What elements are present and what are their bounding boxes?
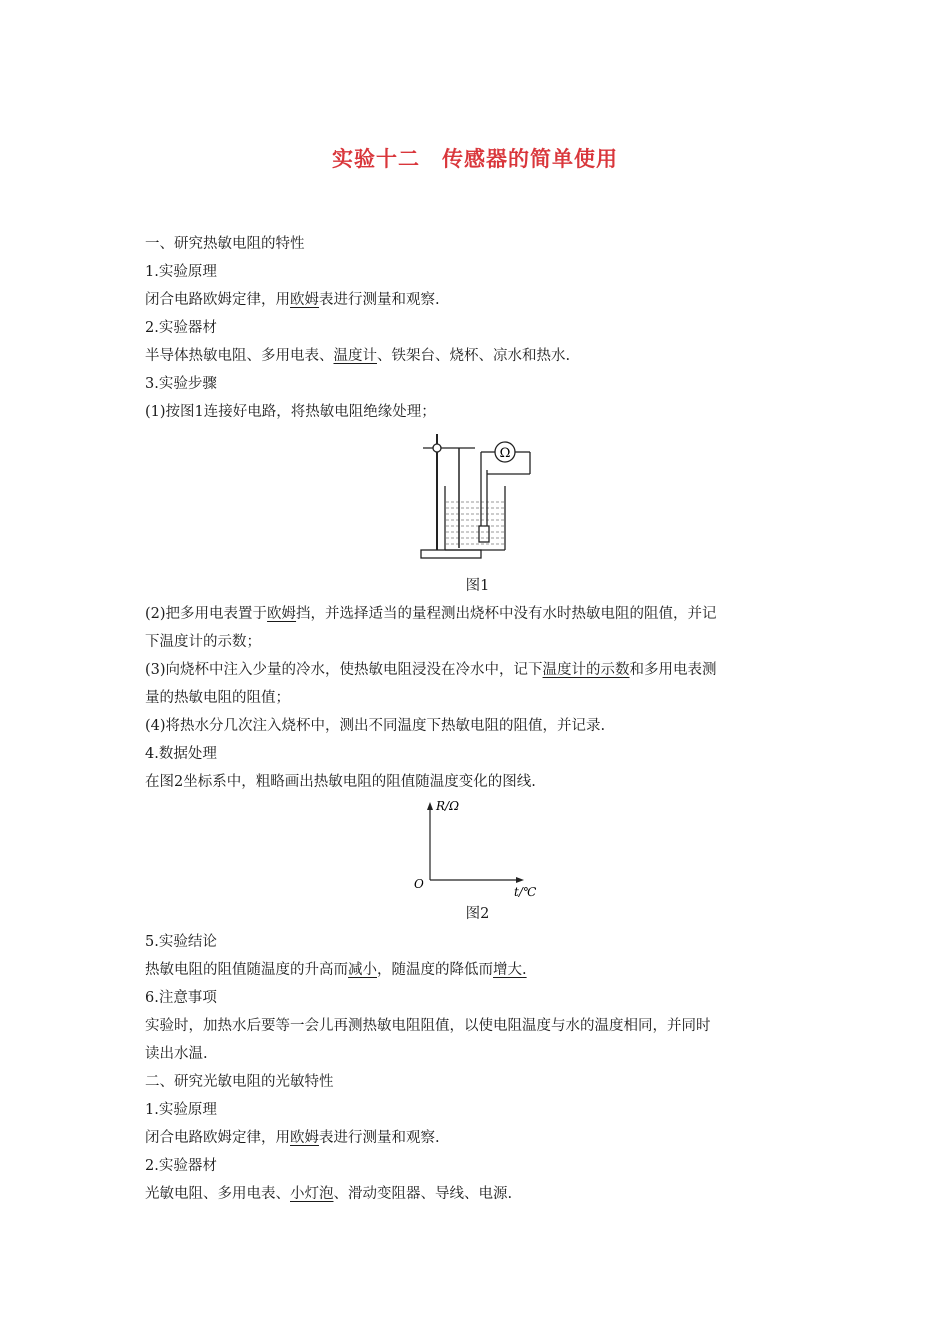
subheading-data: 4.数据处理 (145, 746, 217, 762)
subheading-equipment: 2.实验器材 (145, 320, 217, 336)
conclusion-text: 热敏电阻的阻值随温度的升高而减小，随温度的降低而增大. (145, 962, 527, 978)
data-text: 在图2坐标系中，粗略画出热敏电阻的阻值随温度变化的图线. (145, 774, 536, 790)
thermistor (479, 526, 489, 542)
step-2-cont: 下温度计的示数； (145, 634, 261, 650)
subheading-conclusion: 5.实验结论 (145, 934, 217, 950)
subheading-steps: 3.实验步骤 (145, 376, 217, 392)
page-title: 实验十二 传感器的简单使用 (332, 147, 618, 171)
section-heading-photoresistor: 二、研究光敏电阻的光敏特性 (145, 1074, 334, 1090)
notes-text-cont: 读出水温. (145, 1046, 208, 1062)
x-axis-label: t/℃ (514, 885, 537, 898)
y-axis-arrow (427, 802, 433, 810)
step-3: (3)向烧杯中注入少量的冷水，使热敏电阻浸没在冷水中，记下温度计的示数和多用电表测 (145, 662, 717, 678)
stand-base (421, 550, 481, 558)
principle-text: 闭合电路欧姆定律，用欧姆表进行测量和观察. (145, 292, 440, 308)
subheading-equipment-2: 2.实验器材 (145, 1158, 217, 1174)
step-2: (2)把多用电表置于欧姆挡，并选择适当的量程测出烧杯中没有水时热敏电阻的阻值，并记 (145, 606, 717, 622)
subheading-notes: 6.注意事项 (145, 990, 217, 1006)
ohm-symbol: Ω (499, 446, 511, 461)
section-heading-thermistor: 一、研究热敏电阻的特性 (145, 236, 305, 252)
step-1: (1)按图1连接好电路，将热敏电阻绝缘处理； (145, 404, 436, 420)
y-axis-label: R/Ω (436, 799, 460, 813)
x-axis-arrow (516, 877, 524, 883)
step-3-cont: 量的热敏电阻的阻值； (145, 690, 290, 706)
figure-1-caption: 图1 (465, 578, 490, 594)
equipment-text-2: 光敏电阻、多用电表、小灯泡、滑动变阻器、导线、电源. (145, 1186, 513, 1202)
figure-2-caption: 图2 (465, 906, 490, 922)
subheading-principle-2: 1.实验原理 (145, 1102, 217, 1118)
principle-text-2: 闭合电路欧姆定律，用欧姆表进行测量和观察. (145, 1130, 440, 1146)
figure-2-axes (410, 798, 540, 898)
notes-text: 实验时，加热水后要等一会儿再测热敏电阻阻值，以使电阻温度与水的温度相同，并同时 (145, 1018, 711, 1034)
subheading-principle: 1.实验原理 (145, 264, 217, 280)
figure-1-apparatus (415, 430, 540, 565)
origin-label: O (414, 877, 424, 891)
step-4: (4)将热水分几次注入烧杯中，测出不同温度下热敏电阻的阻值，并记录. (145, 718, 606, 734)
water-lines (446, 502, 504, 544)
clamp-knob (433, 444, 441, 452)
equipment-text: 半导体热敏电阻、多用电表、温度计、铁架台、烧杯、凉水和热水. (145, 348, 571, 364)
